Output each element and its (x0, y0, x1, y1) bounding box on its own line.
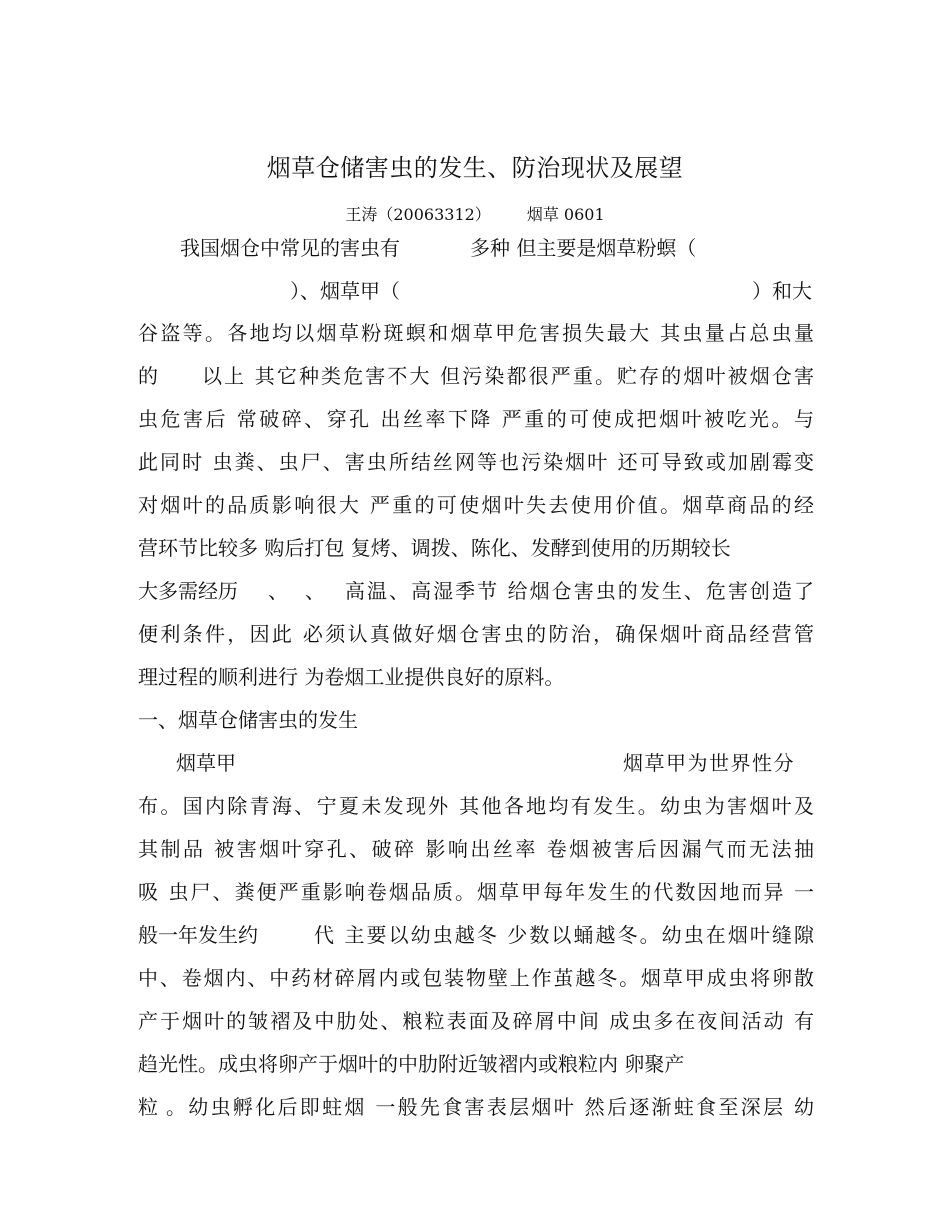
author-line (0, 202, 950, 225)
p2-line6: 中、卷烟内、中药材碎屑内或包装物壁上作茧越冬。烟草甲成虫将卵散 (138, 966, 814, 990)
p1-line7: 对烟叶的品质影响很大 严重的可使烟叶失去使用价值。烟草商品的经 (138, 493, 814, 517)
p1-line10: 便利条件，因此 必须认真做好烟仓害虫的防治，确保烟叶商品经营管 (138, 622, 814, 646)
author-name: 王涛（20063312） (345, 205, 491, 224)
p1-line3: 谷盗等。各地均以烟草粉斑螟和烟草甲危害损失最大 其虫量占总虫量 (138, 321, 814, 345)
p2-line9-b: 。幼虫孵化后即蛀烟 一般先食害表层烟叶 然后逐渐蛀食至深层 幼 (166, 1095, 814, 1119)
p1-line9-c: 、 (305, 579, 325, 603)
p2-line4: 吸 虫尸、粪便严重影响卷烟品质。烟草甲每年发生的代数因地而异 一 (138, 880, 814, 904)
p1-line2-a: ）、烟草甲（ (290, 279, 400, 303)
page-title: 烟草仓储害虫的发生、防治现状及展望 (266, 154, 684, 182)
p1-line4-a: 的 (138, 364, 158, 388)
p1-line8: 营环节比较多 购后打包 复烤、调拨、陈化、发酵到使用的历期较长 (138, 536, 731, 560)
p2-line7: 产于烟叶的皱褶及中肋处、粮粒表面及碎屑中间 成虫多在夜间活动 有 (138, 1009, 814, 1033)
p1-line1-b: 多种 但主要是烟草粉螟（ (470, 236, 697, 260)
p2-line9-a: 粒 (138, 1095, 158, 1119)
p1-line9-a: 大多需经历 (138, 579, 238, 603)
p2-line1-b: 烟草甲为世界性分 (623, 751, 795, 775)
p2-line5-a: 般一年发生约 (138, 923, 258, 947)
p1-line5: 虫危害后 常破碎、穿孔 出丝率下降 严重的可使成把烟叶被吃光。与 (138, 407, 814, 431)
p1-line9-b: 、 (268, 579, 288, 603)
author-class: 烟草 0601 (526, 205, 605, 224)
p1-line2-b: ）和大 (752, 279, 812, 303)
p1-line1-a: 我国烟仓中常见的害虫有 (180, 236, 400, 260)
p1-line11: 理过程的顺利进行 为卷烟工业提供良好的原料。 (138, 665, 565, 689)
p2-line5-b: 代 主要以幼虫越冬 少数以蛹越冬。幼虫在烟叶缝隙 (314, 923, 814, 947)
p1-line4-b: 以上 其它种类危害不大 但污染都很严重。贮存的烟叶被烟仓害 (202, 364, 814, 388)
section-heading: 一、烟草仓储害虫的发生 (138, 708, 358, 732)
p2-line3: 其制品 被害烟叶穿孔、破碎 影响出丝率 卷烟被害后因漏气而无法抽 (138, 837, 814, 861)
p1-line9-d: 高温、高湿季节 给烟仓害虫的发生、危害创造了 (345, 579, 814, 603)
p2-line1-a: 烟草甲 (176, 751, 236, 775)
p2-line8: 趋光性。成虫将卵产于烟叶的中肋附近皱褶内或粮粒内 卵聚产 (138, 1052, 685, 1076)
p1-line6: 此同时 虫粪、虫尸、害虫所结丝网等也污染烟叶 还可导致或加剧霉变 (138, 450, 814, 474)
p2-line2: 布。国内除青海、宁夏未发现外 其他各地均有发生。幼虫为害烟叶及 (138, 794, 814, 818)
